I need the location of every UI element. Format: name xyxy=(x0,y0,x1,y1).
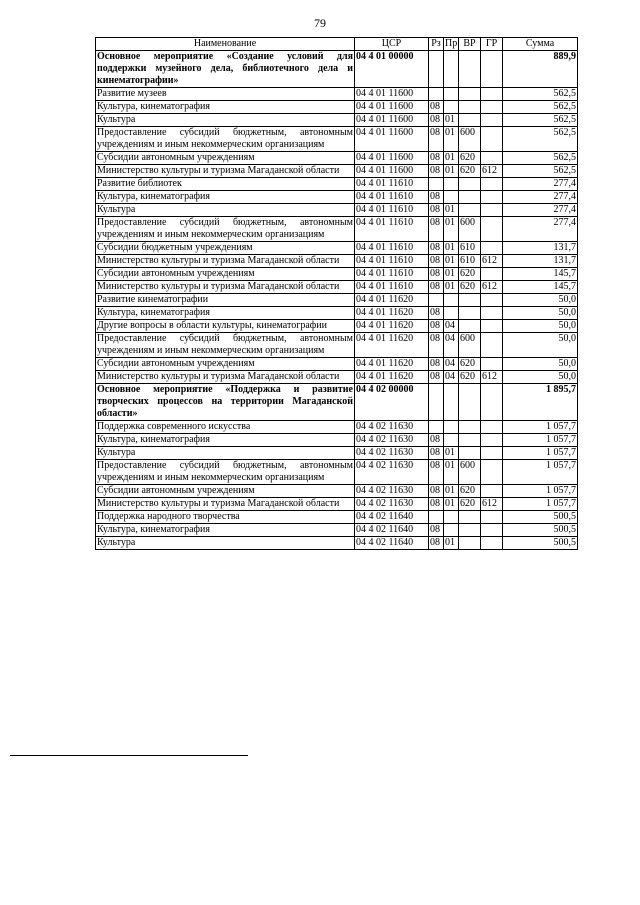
cell-name: Другие вопросы в области культуры, кинематографии xyxy=(96,320,355,333)
cell-vr: 620 xyxy=(459,165,481,178)
cell-csr: 04 4 02 11640 xyxy=(355,537,429,550)
cell-rz xyxy=(429,294,444,307)
cell-gr xyxy=(481,320,503,333)
table-row xyxy=(96,485,578,498)
cell-name: Субсидии автономным учреждениям xyxy=(96,485,355,498)
column-header-rz: Рз xyxy=(429,38,444,51)
cell-pr: 01 xyxy=(444,204,459,217)
cell-gr: 612 xyxy=(481,498,503,511)
cell-rz: 08 xyxy=(429,333,444,358)
cell-gr xyxy=(481,294,503,307)
cell-csr: 04 4 02 11630 xyxy=(355,485,429,498)
cell-rz: 08 xyxy=(429,268,444,281)
cell-gr xyxy=(481,434,503,447)
cell-sum: 131,7 xyxy=(503,242,578,255)
cell-pr: 01 xyxy=(444,485,459,498)
cell-name: Предоставление субсидий бюджетным, автономным учреждениям и иным некоммерческим организациям xyxy=(97,127,353,150)
cell-csr: 04 4 02 11630 xyxy=(355,434,429,447)
cell-rz xyxy=(429,88,444,101)
cell-sum: 562,5 xyxy=(503,114,578,127)
cell-gr xyxy=(481,152,503,165)
cell-name: Культура xyxy=(96,204,355,217)
cell-vr xyxy=(459,447,481,460)
cell-sum: 562,5 xyxy=(503,127,578,152)
cell-name: Культура, кинематография xyxy=(96,434,355,447)
table-header-row xyxy=(96,38,578,51)
cell-name: Субсидии бюджетным учреждениям xyxy=(96,242,355,255)
cell-vr xyxy=(459,384,481,421)
cell-csr: 04 4 02 11640 xyxy=(355,524,429,537)
cell-vr: 620 xyxy=(459,268,481,281)
cell-pr xyxy=(444,178,459,191)
cell-sum: 562,5 xyxy=(503,152,578,165)
cell-name: Предоставление субсидий бюджетным, автономным учреждениям и иным некоммерческим организациям xyxy=(97,217,353,240)
cell-vr: 620 xyxy=(459,152,481,165)
cell-sum: 50,0 xyxy=(503,371,578,384)
column-header-vr: ВР xyxy=(459,38,481,51)
table-row xyxy=(96,447,578,460)
cell-sum: 50,0 xyxy=(503,307,578,320)
cell-csr: 04 4 01 11600 xyxy=(355,88,429,101)
cell-pr: 01 xyxy=(444,460,459,485)
cell-pr: 01 xyxy=(444,242,459,255)
cell-sum: 50,0 xyxy=(503,358,578,371)
cell-name: Предоставление субсидий бюджетным, автономным учреждениям и иным некоммерческим организациям xyxy=(97,333,353,356)
cell-vr: 620 xyxy=(459,485,481,498)
cell-vr xyxy=(459,294,481,307)
cell-name: Культура, кинематография xyxy=(96,101,355,114)
cell-gr xyxy=(481,307,503,320)
cell-vr xyxy=(459,537,481,550)
cell-pr xyxy=(444,434,459,447)
cell-vr xyxy=(459,421,481,434)
cell-name: Развитие музеев xyxy=(96,88,355,101)
cell-csr: 04 4 01 11610 xyxy=(355,255,429,268)
table-row xyxy=(96,114,578,127)
cell-csr: 04 4 02 11630 xyxy=(355,447,429,460)
table-row xyxy=(96,268,578,281)
cell-gr: 612 xyxy=(481,255,503,268)
table-row xyxy=(96,88,578,101)
cell-vr xyxy=(459,88,481,101)
cell-csr: 04 4 01 11610 xyxy=(355,191,429,204)
cell-sum: 1 057,7 xyxy=(503,447,578,460)
cell-csr: 04 4 01 11600 xyxy=(355,165,429,178)
cell-name: Развитие кинематографии xyxy=(96,294,355,307)
table-row xyxy=(96,537,578,550)
cell-vr: 600 xyxy=(459,333,481,358)
cell-pr xyxy=(444,384,459,421)
cell-pr: 01 xyxy=(444,255,459,268)
cell-csr: 04 4 01 11620 xyxy=(355,307,429,320)
cell-rz: 08 xyxy=(429,165,444,178)
cell-name: Субсидии автономным учреждениям xyxy=(96,358,355,371)
cell-name: Субсидии автономным учреждениям xyxy=(96,268,355,281)
column-header-csr: ЦСР xyxy=(355,38,429,51)
cell-rz: 08 xyxy=(429,127,444,152)
cell-gr: 612 xyxy=(481,165,503,178)
cell-gr xyxy=(481,537,503,550)
table-row xyxy=(96,498,578,511)
cell-pr xyxy=(444,51,459,88)
cell-vr xyxy=(459,307,481,320)
cell-csr: 04 4 02 11630 xyxy=(355,421,429,434)
cell-rz xyxy=(429,511,444,524)
cell-csr: 04 4 01 11610 xyxy=(355,268,429,281)
table-row xyxy=(96,371,578,384)
cell-sum: 50,0 xyxy=(503,294,578,307)
cell-rz xyxy=(429,178,444,191)
cell-sum: 562,5 xyxy=(503,101,578,114)
table-row xyxy=(96,217,578,242)
cell-gr xyxy=(481,384,503,421)
table-row xyxy=(96,460,578,485)
cell-rz xyxy=(429,51,444,88)
cell-rz: 08 xyxy=(429,217,444,242)
cell-name: Культура, кинематография xyxy=(96,524,355,537)
cell-gr xyxy=(481,217,503,242)
cell-pr: 01 xyxy=(444,217,459,242)
cell-vr xyxy=(459,204,481,217)
cell-csr: 04 4 01 11600 xyxy=(355,114,429,127)
cell-rz: 08 xyxy=(429,498,444,511)
cell-vr: 620 xyxy=(459,371,481,384)
cell-gr xyxy=(481,447,503,460)
cell-rz: 08 xyxy=(429,485,444,498)
cell-csr: 04 4 02 11630 xyxy=(355,498,429,511)
column-header-gr: ГР xyxy=(481,38,503,51)
cell-csr: 04 4 01 11620 xyxy=(355,320,429,333)
cell-name: Министерство культуры и туризма Магаданской области xyxy=(96,165,355,178)
cell-vr: 620 xyxy=(459,358,481,371)
cell-pr: 01 xyxy=(444,498,459,511)
table-row xyxy=(96,421,578,434)
cell-csr: 04 4 01 11610 xyxy=(355,242,429,255)
cell-rz: 08 xyxy=(429,101,444,114)
table-row xyxy=(96,165,578,178)
cell-gr xyxy=(481,178,503,191)
cell-rz: 08 xyxy=(429,371,444,384)
cell-pr: 01 xyxy=(444,127,459,152)
cell-gr xyxy=(481,191,503,204)
cell-sum: 1 057,7 xyxy=(503,460,578,485)
cell-sum: 145,7 xyxy=(503,268,578,281)
cell-pr xyxy=(444,88,459,101)
page-number: 79 xyxy=(314,16,326,30)
cell-csr: 04 4 02 11630 xyxy=(355,460,429,485)
cell-name: Министерство культуры и туризма Магаданской области xyxy=(96,498,355,511)
cell-pr: 01 xyxy=(444,447,459,460)
cell-vr xyxy=(459,101,481,114)
cell-rz: 08 xyxy=(429,320,444,333)
cell-sum: 500,5 xyxy=(503,511,578,524)
cell-pr xyxy=(444,101,459,114)
column-header-pr: Пр xyxy=(445,38,458,49)
column-header-name: Наименование xyxy=(96,38,355,51)
cell-name: Развитие библиотек xyxy=(96,178,355,191)
cell-vr: 600 xyxy=(459,217,481,242)
cell-sum: 500,5 xyxy=(503,537,578,550)
cell-csr: 04 4 01 11620 xyxy=(355,333,429,358)
cell-vr: 600 xyxy=(459,127,481,152)
table-row xyxy=(96,434,578,447)
cell-vr xyxy=(459,434,481,447)
cell-pr: 04 xyxy=(444,358,459,371)
cell-gr xyxy=(481,421,503,434)
cell-rz xyxy=(429,384,444,421)
cell-sum: 1 895,7 xyxy=(503,384,578,421)
cell-csr: 04 4 01 11600 xyxy=(355,127,429,152)
table-row xyxy=(96,152,578,165)
cell-sum: 889,9 xyxy=(503,51,578,88)
cell-sum: 145,7 xyxy=(503,281,578,294)
cell-rz: 08 xyxy=(429,255,444,268)
cell-gr xyxy=(481,51,503,88)
cell-csr: 04 4 01 11620 xyxy=(355,371,429,384)
cell-gr xyxy=(481,485,503,498)
cell-vr: 600 xyxy=(459,460,481,485)
cell-csr: 04 4 01 11610 xyxy=(355,204,429,217)
cell-vr: 620 xyxy=(459,498,481,511)
cell-gr xyxy=(481,358,503,371)
table-row xyxy=(96,384,578,421)
cell-name: Министерство культуры и туризма Магаданской области xyxy=(96,281,355,294)
cell-gr xyxy=(481,460,503,485)
cell-rz: 08 xyxy=(429,204,444,217)
cell-rz: 08 xyxy=(429,281,444,294)
cell-sum: 277,4 xyxy=(503,191,578,204)
cell-rz: 08 xyxy=(429,191,444,204)
cell-sum: 1 057,7 xyxy=(503,485,578,498)
cell-sum: 50,0 xyxy=(503,320,578,333)
cell-pr: 04 xyxy=(444,371,459,384)
table-row xyxy=(96,294,578,307)
cell-gr xyxy=(481,88,503,101)
cell-name: Поддержка народного творчества xyxy=(96,511,355,524)
cell-csr: 04 4 01 11620 xyxy=(355,358,429,371)
cell-pr xyxy=(444,421,459,434)
cell-csr: 04 4 01 11610 xyxy=(355,178,429,191)
table-body xyxy=(96,51,578,550)
cell-pr: 01 xyxy=(444,165,459,178)
cell-sum: 1 057,7 xyxy=(503,498,578,511)
cell-rz: 08 xyxy=(429,524,444,537)
cell-csr: 04 4 02 11640 xyxy=(355,511,429,524)
cell-sum: 131,7 xyxy=(503,255,578,268)
table-row xyxy=(96,255,578,268)
cell-csr: 04 4 01 11600 xyxy=(355,152,429,165)
cell-gr xyxy=(481,333,503,358)
cell-csr: 04 4 01 00000 xyxy=(355,51,429,88)
cell-sum: 1 057,7 xyxy=(503,434,578,447)
cell-name: Культура, кинематография xyxy=(96,307,355,320)
cell-gr: 612 xyxy=(481,371,503,384)
cell-rz xyxy=(429,421,444,434)
cell-rz: 08 xyxy=(429,152,444,165)
cell-rz: 08 xyxy=(429,447,444,460)
table-row xyxy=(96,281,578,294)
cell-vr xyxy=(459,191,481,204)
cell-vr: 610 xyxy=(459,255,481,268)
cell-pr: 01 xyxy=(444,268,459,281)
cell-sum: 277,4 xyxy=(503,178,578,191)
cell-name: Поддержка современного искусства xyxy=(96,421,355,434)
cell-pr: 04 xyxy=(444,320,459,333)
cell-csr: 04 4 01 11600 xyxy=(355,101,429,114)
table-row xyxy=(96,101,578,114)
cell-sum: 1 057,7 xyxy=(503,421,578,434)
cell-pr: 01 xyxy=(444,537,459,550)
cell-sum: 562,5 xyxy=(503,165,578,178)
table-row xyxy=(96,178,578,191)
cell-csr: 04 4 01 11610 xyxy=(355,217,429,242)
cell-name: Культура, кинематография xyxy=(96,191,355,204)
table-row xyxy=(96,242,578,255)
cell-pr: 01 xyxy=(444,114,459,127)
cell-sum: 50,0 xyxy=(503,333,578,358)
cell-vr xyxy=(459,524,481,537)
cell-sum: 277,4 xyxy=(503,204,578,217)
cell-gr xyxy=(481,268,503,281)
cell-pr xyxy=(444,511,459,524)
cell-rz: 08 xyxy=(429,537,444,550)
cell-vr: 620 xyxy=(459,281,481,294)
cell-name: Предоставление субсидий бюджетным, автономным учреждениям и иным некоммерческим организациям xyxy=(97,460,353,483)
table-row xyxy=(96,51,578,88)
cell-gr xyxy=(481,204,503,217)
budget-table xyxy=(95,37,578,550)
column-header-sum: Сумма xyxy=(503,38,578,51)
table-row xyxy=(96,524,578,537)
cell-name: Основное мероприятие «Создание условий для поддержки музейного дела, библиотечного дела и кинематографии» xyxy=(97,51,353,86)
cell-rz: 08 xyxy=(429,307,444,320)
table-row xyxy=(96,204,578,217)
cell-vr xyxy=(459,51,481,88)
cell-gr xyxy=(481,101,503,114)
table-row xyxy=(96,307,578,320)
cell-csr: 04 4 01 11610 xyxy=(355,281,429,294)
cell-name: Субсидии автономным учреждениям xyxy=(96,152,355,165)
cell-name: Основное мероприятие «Поддержка и развитие творческих процессов на территории Магаданской области» xyxy=(97,384,353,419)
cell-gr xyxy=(481,524,503,537)
cell-vr xyxy=(459,114,481,127)
cell-name: Культура xyxy=(96,447,355,460)
table-row xyxy=(96,511,578,524)
cell-name: Министерство культуры и туризма Магаданской области xyxy=(96,371,355,384)
table-row xyxy=(96,320,578,333)
cell-sum: 562,5 xyxy=(503,88,578,101)
cell-sum: 500,5 xyxy=(503,524,578,537)
cell-csr: 04 4 02 00000 xyxy=(355,384,429,421)
cell-rz: 08 xyxy=(429,242,444,255)
cell-pr xyxy=(444,307,459,320)
cell-sum: 277,4 xyxy=(503,217,578,242)
cell-gr xyxy=(481,114,503,127)
table-row xyxy=(96,191,578,204)
cell-pr: 01 xyxy=(444,281,459,294)
cell-gr xyxy=(481,127,503,152)
cell-pr: 01 xyxy=(444,152,459,165)
cell-vr: 610 xyxy=(459,242,481,255)
cell-rz: 08 xyxy=(429,460,444,485)
cell-vr xyxy=(459,178,481,191)
cell-gr: 612 xyxy=(481,281,503,294)
table-row xyxy=(96,358,578,371)
footnote-divider xyxy=(10,755,248,756)
table-row xyxy=(96,127,578,152)
cell-pr xyxy=(444,191,459,204)
cell-vr xyxy=(459,511,481,524)
cell-pr xyxy=(444,524,459,537)
cell-pr xyxy=(444,294,459,307)
cell-gr xyxy=(481,242,503,255)
cell-rz: 08 xyxy=(429,114,444,127)
table-row xyxy=(96,333,578,358)
cell-rz: 08 xyxy=(429,358,444,371)
cell-name: Культура xyxy=(96,114,355,127)
cell-rz: 08 xyxy=(429,434,444,447)
cell-pr: 04 xyxy=(444,333,459,358)
cell-csr: 04 4 01 11620 xyxy=(355,294,429,307)
cell-name: Культура xyxy=(96,537,355,550)
cell-name: Министерство культуры и туризма Магаданской области xyxy=(96,255,355,268)
cell-gr xyxy=(481,511,503,524)
cell-vr xyxy=(459,320,481,333)
